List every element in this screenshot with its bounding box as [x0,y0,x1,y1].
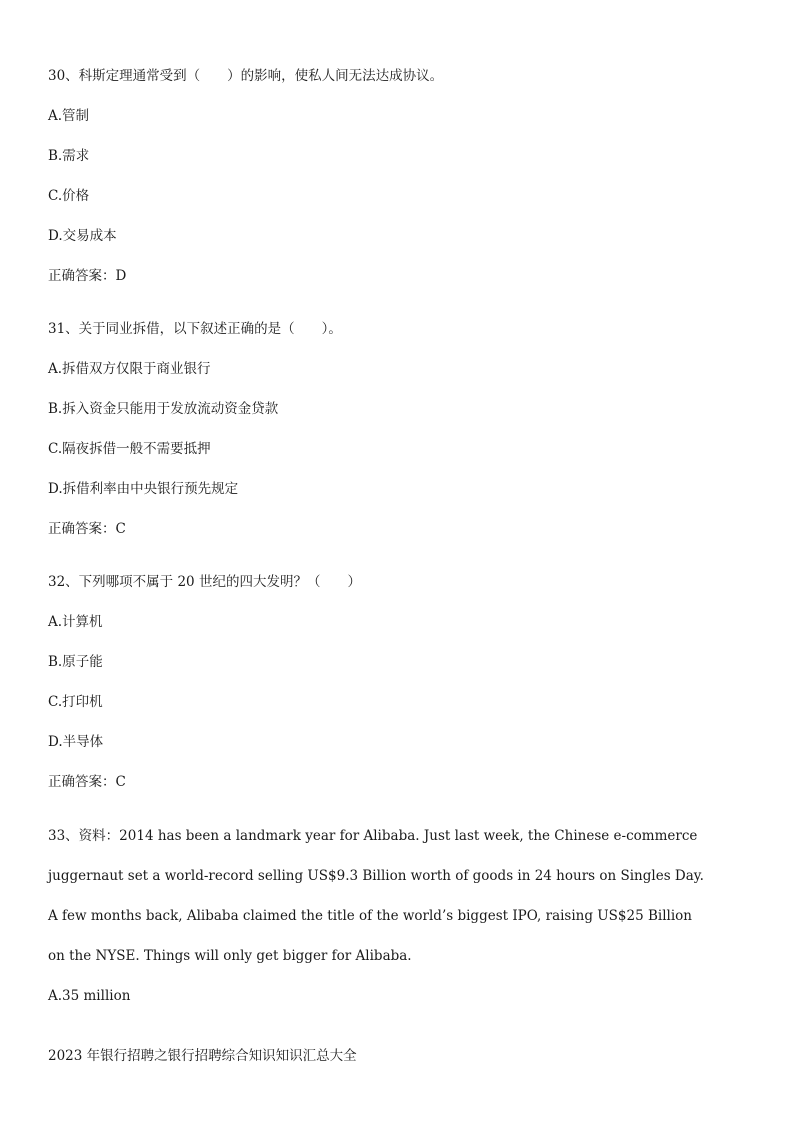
option-d: D.拆借利率由中央银行预先规定 [48,481,239,497]
passage-line: on the NYSE. Things will only get bigger for Alibaba. [48,948,412,964]
page-footer-title: 2023 年银行招聘之银行招聘综合知识知识汇总大全 [48,1048,357,1064]
question-stem: 32、下列哪项不属于 20 世纪的四大发明？（ ） [48,574,361,590]
option-a: A.计算机 [48,614,103,630]
option-b: B.拆入资金只能用于发放流动资金贷款 [48,401,279,417]
option-a: A.管制 [48,108,90,124]
option-d: D.半导体 [48,734,104,750]
option-d: D.交易成本 [48,228,117,244]
option-c: C.隔夜拆借一般不需要抵押 [48,441,211,457]
passage-line: 33、资料：2014 has been a landmark year for Alibaba. Just last week, the Chinese e-commerce [48,828,698,844]
passage-line: A few months back, Alibaba claimed the title of the world’s biggest IPO, raising US$25 Billion [48,908,693,924]
answer: 正确答案：D [48,268,127,284]
answer: 正确答案：C [48,521,126,537]
question-stem: 30、科斯定理通常受到（ ）的影响，使私人间无法达成协议。 [48,68,444,84]
option-a: A.35 million [48,988,131,1004]
option-c: C.价格 [48,188,90,204]
answer: 正确答案：C [48,774,126,790]
passage-line: juggernaut set a world-record selling US$9.3 Billion worth of goods in 24 hours on Singles Day. [48,868,704,884]
option-a: A.拆借双方仅限于商业银行 [48,361,211,377]
option-b: B.需求 [48,148,90,164]
option-b: B.原子能 [48,654,103,670]
option-c: C.打印机 [48,694,103,710]
question-stem: 31、关于同业拆借，以下叙述正确的是（ ）。 [48,321,342,337]
